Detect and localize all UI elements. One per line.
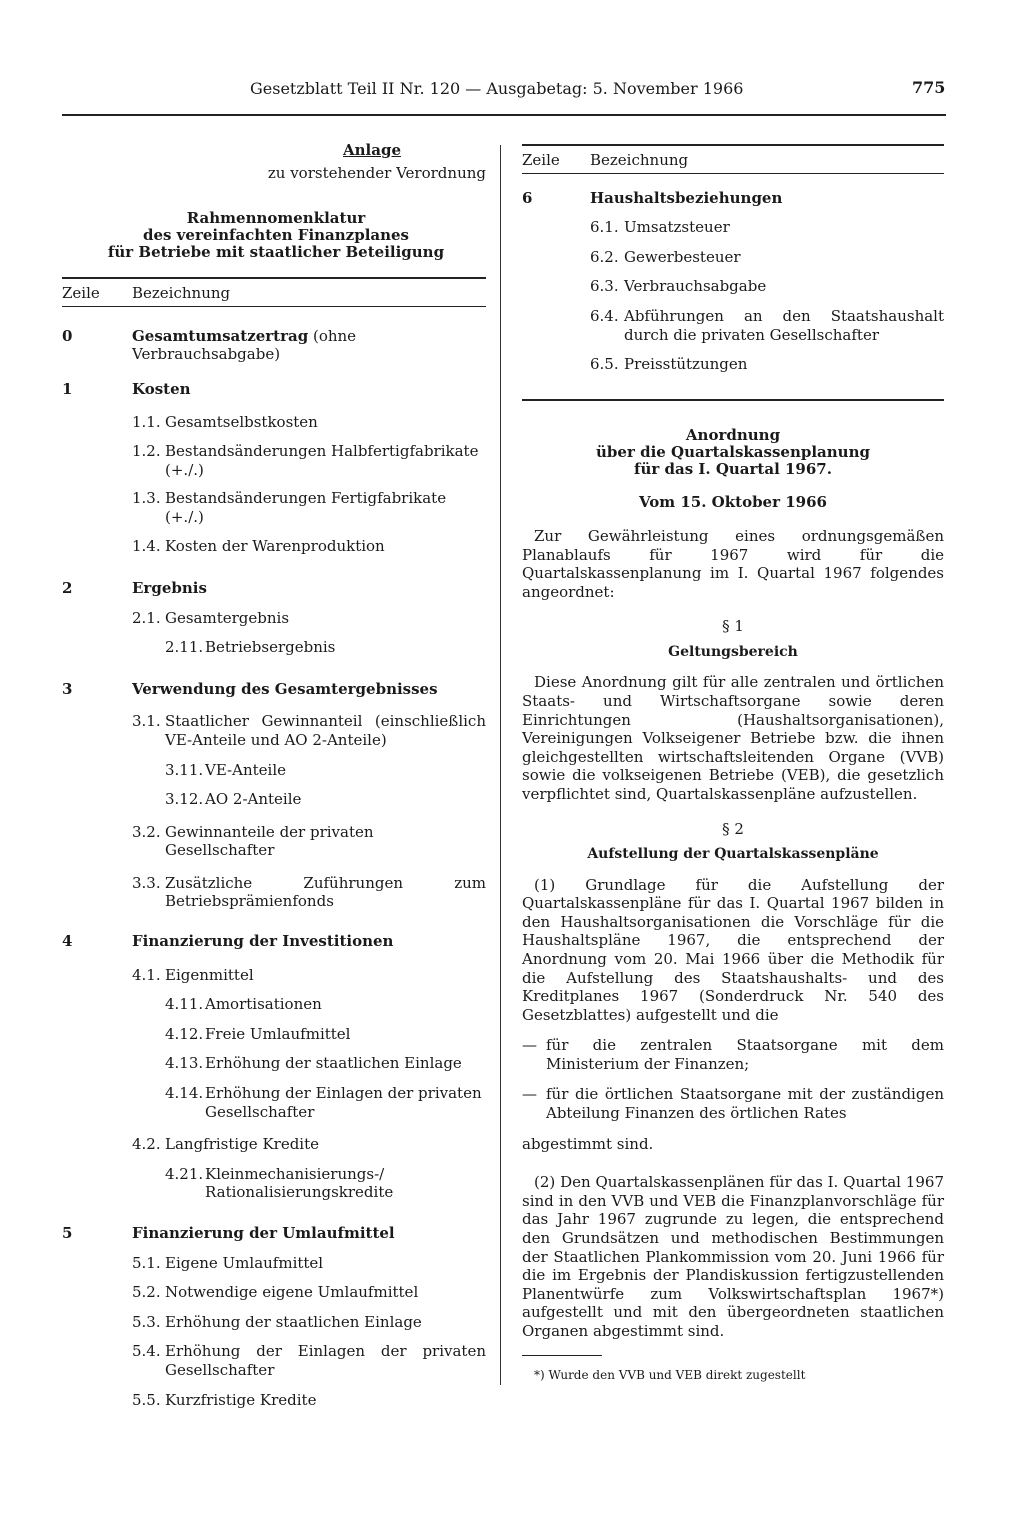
list-item bbox=[62, 609, 486, 628]
dash-item bbox=[522, 1085, 944, 1122]
dash-mark: — bbox=[522, 1036, 537, 1055]
col-bezeichnung: Bezeichnung bbox=[590, 151, 689, 169]
list-item bbox=[62, 823, 486, 860]
paragraph-2-title: Aufstellung der Quartalskassenpläne bbox=[587, 846, 879, 863]
item-text: Verbrauchsabgabe bbox=[624, 277, 767, 296]
item-number: 2.1. bbox=[132, 608, 161, 627]
item-text: Staatlicher Gewinnanteil (einschließlich VE-Anteile und AO 2-Anteile) bbox=[165, 712, 486, 749]
item-text: Langfristige Kredite bbox=[165, 1135, 320, 1154]
item-text: Gewinnanteile der privaten Gesellschafter bbox=[165, 822, 374, 860]
row-number: 2 bbox=[62, 578, 73, 597]
table-rule-bottom bbox=[62, 306, 486, 307]
list-item bbox=[62, 1313, 486, 1332]
item-text: Preisstützungen bbox=[624, 355, 748, 374]
title-line-2: über die Quartalskassenplanung bbox=[596, 443, 870, 461]
table-header bbox=[522, 146, 944, 173]
item-number: 4.12. bbox=[165, 1024, 204, 1043]
item-number: 5.3. bbox=[132, 1312, 161, 1331]
item-text: Betriebsergebnis bbox=[205, 638, 336, 657]
paragraph-1-number: § 1 bbox=[722, 617, 744, 636]
item-text: Eigene Umlaufmittel bbox=[165, 1253, 324, 1272]
list-item bbox=[62, 1165, 486, 1202]
item-text: Kosten der Warenproduktion bbox=[165, 537, 385, 556]
list-item bbox=[62, 761, 486, 780]
table-row bbox=[62, 680, 486, 699]
heading-line-2: des vereinfachten Finanzplanes bbox=[142, 226, 409, 245]
row-number: 3 bbox=[62, 679, 73, 698]
item-text: Erhöhung der Einlagen der privaten Gesellschafter bbox=[165, 1342, 486, 1379]
item-number: 3.3. bbox=[132, 873, 161, 892]
item-text: Abführungen an den Staatshaushalt durch die privaten Gesellschafter bbox=[624, 306, 944, 344]
page-number: 775 bbox=[912, 78, 946, 97]
item-text: Erhöhung der Einlagen der privaten Gesellschafter bbox=[205, 1084, 482, 1121]
item-number: 5.4. bbox=[132, 1342, 161, 1361]
item-text: Erhöhung der staatlichen Einlage bbox=[205, 1054, 462, 1073]
col-zeile: Zeile bbox=[522, 151, 560, 169]
item-text: Gesamtergebnis bbox=[165, 608, 290, 627]
paragraph-1-title: Geltungsbereich bbox=[668, 644, 798, 661]
list-item bbox=[62, 442, 486, 479]
item-text: Umsatzsteuer bbox=[624, 218, 730, 237]
dash-text: für die zentralen Staatsorgane mit dem Ministerium der Finanzen; bbox=[546, 1036, 944, 1073]
row-label-rest: (ohne Verbrauchsabgabe) bbox=[132, 326, 357, 364]
row-number: 1 bbox=[62, 379, 73, 398]
paragraph-2-absatz-1: (1) Grundlage für die Aufstellung der Quartalskassenpläne für das I. Quartal 1967 bilden in den Haushaltsorganisationen die Vorschläge für die Haushaltspläne 1967, die entsprechend der Anordnung vom 20. Mai 1966 über die Methodik für die Aufstellung des Staatshaushalts- und des Kreditplanes 1967 (Sonderdruck Nr. 540 des Gesetzblattes) aufgestellt und die bbox=[522, 875, 944, 1024]
item-text: VE-Anteile bbox=[205, 760, 286, 779]
item-number: 3.1. bbox=[132, 712, 161, 731]
list-item bbox=[522, 277, 944, 296]
item-number: 6.1. bbox=[590, 218, 619, 237]
heading-line-3: für Betriebe mit staatlicher Beteiligung bbox=[107, 243, 445, 262]
item-text: Zusätzliche Zuführungen zum Betriebsprämienfonds bbox=[165, 873, 486, 911]
section-rule bbox=[522, 399, 944, 401]
list-item bbox=[522, 218, 944, 237]
item-number: 5.5. bbox=[132, 1390, 161, 1409]
table-row bbox=[62, 932, 486, 951]
row-label: Kosten bbox=[132, 379, 191, 398]
list-item bbox=[522, 307, 944, 344]
abgestimmt-text: abgestimmt sind. bbox=[522, 1134, 654, 1153]
table-row bbox=[522, 189, 944, 208]
list-item bbox=[62, 712, 486, 749]
footnote: *) Wurde den VVB und VEB direkt zugestellt bbox=[534, 1367, 806, 1382]
item-number: 4.11. bbox=[165, 995, 204, 1014]
anordnung-title bbox=[522, 427, 944, 479]
table-row bbox=[62, 579, 486, 598]
list-item bbox=[62, 966, 486, 985]
list-item bbox=[62, 1135, 486, 1154]
list-item bbox=[62, 1254, 486, 1273]
item-number: 1.1. bbox=[132, 413, 161, 432]
item-text: Amortisationen bbox=[205, 995, 322, 1014]
dash-item bbox=[522, 1036, 944, 1073]
item-text: Notwendige eigene Umlaufmittel bbox=[165, 1283, 419, 1302]
title-line-3: für das I. Quartal 1967. bbox=[634, 460, 832, 479]
row-label: Finanzierung der Umlaufmittel bbox=[132, 1224, 395, 1242]
item-text: Gewerbesteuer bbox=[624, 247, 741, 266]
item-number: 1.4. bbox=[132, 537, 161, 556]
item-number: 5.2. bbox=[132, 1283, 161, 1302]
item-text: AO 2-Anteile bbox=[205, 790, 302, 809]
list-item bbox=[62, 1342, 486, 1379]
row-label: Finanzierung der Investitionen bbox=[132, 932, 394, 951]
anlage-subtitle: zu vorstehender Verordnung bbox=[267, 163, 486, 182]
item-number: 4.1. bbox=[132, 965, 161, 984]
list-item bbox=[62, 1391, 486, 1410]
row-label: Verwendung des Gesamtergebnisses bbox=[132, 679, 438, 698]
item-number: 6.4. bbox=[590, 306, 619, 325]
table-row bbox=[62, 1224, 486, 1243]
item-number: 5.1. bbox=[132, 1253, 161, 1272]
paragraph-1-text: Diese Anordnung gilt für alle zentralen und örtlichen Staats- und Wirtschaftsorgane sowie deren Einrichtungen (Haushaltsorganisationen), Vereinigungen Volkseigener Betriebe bzw. die ihnen gleichgestellten wirtschaftsleitenden Organe (VVB) sowie die volkseigenen Betriebe (VEB), die gesetzlich verpflichtet sind, Quartalskassenpläne aufzustellen. bbox=[522, 673, 944, 803]
item-text: Erhöhung der staatlichen Einlage bbox=[165, 1312, 422, 1331]
list-item bbox=[62, 790, 486, 809]
row-number: 5 bbox=[62, 1224, 73, 1242]
item-text: Gesamtselbstkosten bbox=[165, 413, 318, 432]
row-label-bold: Gesamtumsatzertrag bbox=[132, 326, 309, 345]
list-item bbox=[62, 995, 486, 1014]
item-number: 6.5. bbox=[590, 355, 619, 374]
item-text: Freie Umlaufmittel bbox=[205, 1024, 351, 1043]
preamble-paragraph: Zur Gewährleistung eines ordnungsgemäßen Planablaufs für 1967 wird für die Quartalskassenplanung im I. Quartal 1967 folgendes angeordnet: bbox=[522, 527, 944, 601]
header-rule bbox=[62, 114, 946, 116]
list-item bbox=[62, 638, 486, 657]
item-number: 2.11. bbox=[165, 638, 204, 657]
item-number: 3.2. bbox=[132, 822, 161, 841]
item-number: 4.13. bbox=[165, 1054, 204, 1073]
list-item bbox=[62, 489, 486, 526]
list-item bbox=[62, 874, 486, 911]
list-item bbox=[62, 537, 486, 556]
dash-mark: — bbox=[522, 1085, 537, 1104]
row-label: Haushaltsbeziehungen bbox=[590, 188, 783, 207]
item-text: Eigenmittel bbox=[165, 965, 254, 984]
right-column bbox=[522, 144, 944, 1382]
column-divider bbox=[500, 145, 501, 1385]
list-item bbox=[62, 413, 486, 432]
row-number: 0 bbox=[62, 326, 73, 345]
table-row bbox=[62, 327, 486, 364]
item-text: Kleinmechanisierungs-/ Rationalisierungskredite bbox=[205, 1164, 394, 1202]
paragraph-2-number: § 2 bbox=[722, 819, 744, 838]
heading-line-1: Rahmennomenklatur bbox=[186, 209, 366, 228]
item-number: 1.2. bbox=[132, 441, 161, 460]
list-item bbox=[522, 248, 944, 267]
list-item bbox=[62, 1054, 486, 1073]
page-header-title: Gesetzblatt Teil II Nr. 120 — Ausgabetag: 5. November 1966 bbox=[250, 79, 744, 98]
list-item bbox=[62, 1084, 486, 1121]
anordnung-date: Vom 15. Oktober 1966 bbox=[639, 492, 827, 511]
row-number: 6 bbox=[522, 188, 533, 207]
item-number: 6.2. bbox=[590, 247, 619, 266]
table-rule-bottom bbox=[522, 173, 944, 174]
item-number: 6.3. bbox=[590, 277, 619, 296]
list-item bbox=[62, 1025, 486, 1044]
footnote-rule bbox=[522, 1355, 602, 1356]
row-label: Ergebnis bbox=[132, 578, 207, 597]
rahmennomenklatur-heading bbox=[56, 210, 496, 261]
list-item bbox=[62, 1283, 486, 1302]
title-line-1: Anordnung bbox=[685, 425, 781, 444]
left-column bbox=[62, 138, 486, 1409]
item-text: Bestandsänderungen Fertigfabrikate (+./.) bbox=[165, 489, 447, 526]
col-bezeichnung: Bezeichnung bbox=[132, 284, 231, 302]
list-item bbox=[522, 355, 944, 374]
item-number: 1.3. bbox=[132, 489, 161, 508]
item-number: 3.12. bbox=[165, 790, 204, 809]
item-number: 4.2. bbox=[132, 1135, 161, 1154]
row-label bbox=[132, 327, 486, 364]
table-row bbox=[62, 380, 486, 399]
item-number: 4.21. bbox=[165, 1164, 204, 1183]
paragraph-2-absatz-2: (2) Den Quartalskassenplänen für das I. Quartal 1967 sind in den VVB und VEB die Finanzplanvorschläge für das Jahr 1967 zugrunde zu legen, die entsprechend den Grundsätzen und methodischen Bestimmungen der Staatlichen Plankommission vom 20. Juni 1966 für die im Ergebnis der Plandiskussion fertigzustellenden Planentwürfe zum Volkswirtschaftsplan 1967*) aufgestellt und mit den übergeordneten staatlichen Organen abgestimmt sind. bbox=[522, 1173, 944, 1340]
row-number: 4 bbox=[62, 932, 73, 951]
item-text: Bestandsänderungen Halbfertigfabrikate (+./.) bbox=[165, 441, 479, 479]
table-header bbox=[62, 279, 486, 306]
item-text: Kurzfristige Kredite bbox=[165, 1390, 317, 1409]
dash-text: für die örtlichen Staatsorgane mit der zuständigen Abteilung Finanzen des örtlichen Rates bbox=[546, 1085, 944, 1123]
item-number: 4.14. bbox=[165, 1084, 204, 1103]
anlage-title: Anlage bbox=[343, 141, 401, 159]
col-zeile: Zeile bbox=[62, 284, 100, 302]
item-number: 3.11. bbox=[165, 760, 204, 779]
